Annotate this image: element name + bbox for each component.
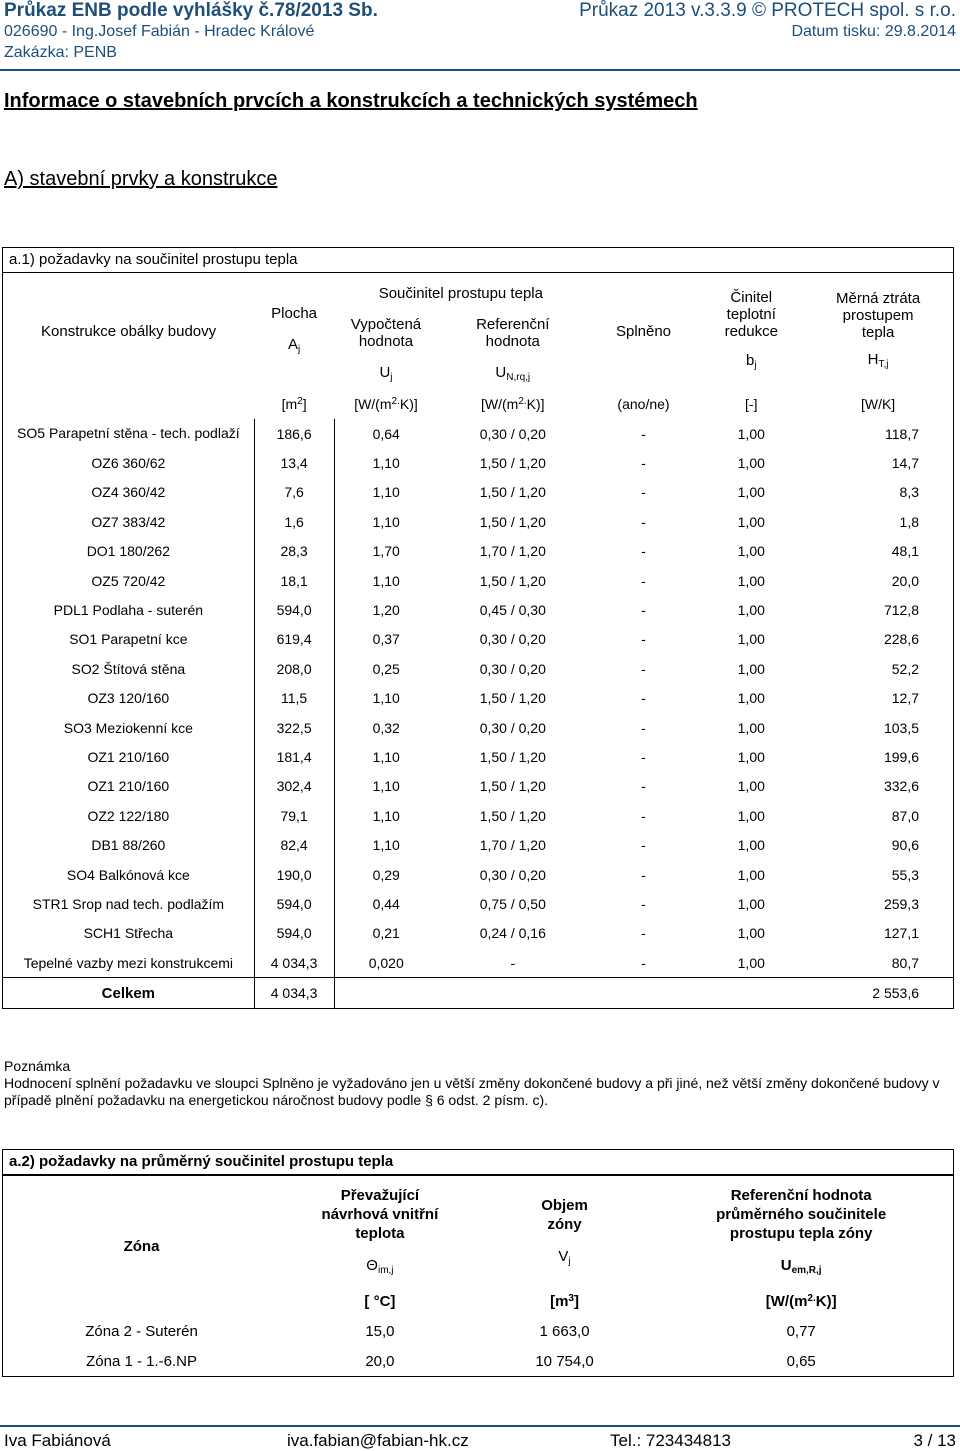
row-u: 1,10 xyxy=(372,748,400,765)
row-factor: 1,00 xyxy=(737,954,765,971)
row-loss: 48,1 xyxy=(891,543,919,560)
row-u: 0,21 xyxy=(372,925,400,942)
row-factor: 1,00 xyxy=(737,484,765,501)
row-factor: 1,00 xyxy=(737,631,765,648)
row-loss: 52,2 xyxy=(891,660,919,677)
row-fulfilled: - xyxy=(641,484,646,501)
row-factor: 1,00 xyxy=(737,572,765,589)
row-u-ref: 1,50 / 1,20 xyxy=(479,690,546,707)
row-area: 186,6 xyxy=(254,419,334,448)
row-u-ref: 1,50 / 1,20 xyxy=(479,455,546,472)
row-loss: 14,7 xyxy=(891,455,919,472)
row-u: 0,64 xyxy=(372,425,400,442)
print-date: Datum tisku: 29.8.2014 xyxy=(791,23,956,40)
row-u: 1,10 xyxy=(372,572,400,589)
row-area: 208,0 xyxy=(254,654,334,683)
footer-page: 3 / 13 xyxy=(913,1431,956,1450)
row-name: OZ1 210/160 xyxy=(3,742,255,771)
footer-email[interactable]: iva.fabian@fabian-hk.cz xyxy=(287,1431,469,1450)
row-name: OZ1 210/160 xyxy=(3,772,255,801)
row-area: 7,6 xyxy=(254,478,334,507)
row-name: SO1 Parapetní kce xyxy=(3,625,255,654)
table-row xyxy=(3,507,954,536)
unit-u-ref: $[W/(m^{2.}K)]$ xyxy=(481,396,545,412)
row-name: STR1 Srop nad tech. podlažím xyxy=(3,889,255,918)
row-u: 1,10 xyxy=(372,484,400,501)
row-loss: 228,6 xyxy=(883,631,919,648)
main-heading: Informace o stavebních prvcích a konstrukcích a technických systémech xyxy=(4,90,698,112)
page-header-right xyxy=(579,0,956,42)
row-loss: 90,6 xyxy=(891,837,919,854)
zone-temp: 20,0 xyxy=(365,1352,395,1370)
row-area: 28,3 xyxy=(254,537,334,566)
row-u: 1,10 xyxy=(372,837,400,854)
row-name: SO4 Balkónová kce xyxy=(3,860,255,889)
row-fulfilled: - xyxy=(641,778,646,795)
row-name: SCH1 Střecha xyxy=(3,919,255,948)
footer-name: Iva Fabiánová xyxy=(4,1431,111,1450)
section-a2-title: a.2) požadavky na průměrný součinitel prostupu tepla xyxy=(2,1149,954,1175)
zone-row xyxy=(3,1316,954,1346)
row-factor: 1,00 xyxy=(737,660,765,677)
zone-temp: 15,0 xyxy=(365,1322,395,1340)
col-uref: Referenční hodnota průměrného součinitele prostupu tepla zóny $U_{em,R,j}$ xyxy=(716,1187,887,1276)
table-row xyxy=(3,948,954,978)
row-u: 1,10 xyxy=(372,778,400,795)
row-factor: 1,00 xyxy=(737,866,765,883)
row-area: 594,0 xyxy=(254,889,334,918)
row-fulfilled: - xyxy=(641,455,646,472)
row-factor: 1,00 xyxy=(737,807,765,824)
row-u-ref: 1,70 / 1,20 xyxy=(479,543,546,560)
note-text: Hodnocení splnění požadavku ve sloupci Splněno je vyžadováno jen u větší změny dokončené budovy a při jiné, než větší změny dokončené budovy v případě plnění požadavku na energetickou náročnost budovy podle § 6 odst. 2 písm. c). xyxy=(4,1075,940,1108)
row-u-ref: 0,24 / 0,16 xyxy=(479,925,546,942)
table-row xyxy=(3,625,954,654)
col-u-ref: Referenční hodnota $U_{N,rq,j}$ xyxy=(476,316,550,383)
document-title: Průkaz ENB podle vyhlášky č.78/2013 Sb. xyxy=(4,0,378,21)
row-u-ref: - xyxy=(510,954,516,971)
unit-u-calc: $[W/(m^{2.}K)]$ xyxy=(354,396,418,412)
unit-factor: [-] xyxy=(745,396,758,412)
u-requirements-body xyxy=(3,419,954,978)
row-factor: 1,00 xyxy=(737,425,765,442)
unit-fulfilled: (ano/ne) xyxy=(617,396,670,412)
row-fulfilled: - xyxy=(641,660,646,677)
u-requirements-table xyxy=(2,272,954,1009)
section-heading: A) stavební prvky a konstrukce xyxy=(4,168,278,190)
table-row xyxy=(3,860,954,889)
row-factor: 1,00 xyxy=(737,925,765,942)
zone-requirements-table xyxy=(2,1175,954,1377)
unit-uref: $[W/(m^{2.}K)]$ xyxy=(765,1292,837,1310)
zone-volume: 1 663,0 xyxy=(539,1322,590,1340)
row-area: 1,6 xyxy=(254,507,334,536)
row-u: 1,10 xyxy=(372,455,400,472)
col-loss: Měrná ztráta prostupem tepla $H_{T,j}$ xyxy=(835,289,921,370)
col-area: Plocha $A_j$ xyxy=(271,304,318,355)
row-u: 0,44 xyxy=(372,895,400,912)
row-loss: 20,0 xyxy=(891,572,919,589)
row-name: PDL1 Podlaha - suterén xyxy=(3,595,255,624)
row-factor: 1,00 xyxy=(737,837,765,854)
table-row xyxy=(3,654,954,683)
col-zone: Zóna xyxy=(123,1237,160,1255)
row-factor: 1,00 xyxy=(737,602,765,619)
author-line: 026690 - Ing.Josef Fabián - Hradec Králové xyxy=(4,23,315,40)
row-u-ref: 1,50 / 1,20 xyxy=(479,778,546,795)
table-row xyxy=(3,595,954,624)
table-row xyxy=(3,684,954,713)
unit-loss: [W/K] xyxy=(860,396,896,412)
unit-area: $[m^2]$ xyxy=(281,396,307,412)
col-u-calc: Vypočtená hodnota $U_j$ xyxy=(350,316,422,383)
row-u: 0,29 xyxy=(372,866,400,883)
table-row xyxy=(3,478,954,507)
row-u-ref: 1,50 / 1,20 xyxy=(479,513,546,530)
row-loss: 1,8 xyxy=(899,513,919,530)
table-row xyxy=(3,889,954,918)
row-area: 302,4 xyxy=(254,772,334,801)
table-row xyxy=(3,830,954,859)
row-u-ref: 0,30 / 0,20 xyxy=(479,866,546,883)
row-u: 0,32 xyxy=(372,719,400,736)
row-area: 13,4 xyxy=(254,448,334,477)
table-row xyxy=(3,566,954,595)
header-divider xyxy=(0,69,960,71)
footer-divider xyxy=(0,1425,960,1427)
row-u-ref: 0,30 / 0,20 xyxy=(479,660,546,677)
table-row xyxy=(3,919,954,948)
table-row xyxy=(3,537,954,566)
row-area: 82,4 xyxy=(254,830,334,859)
total-label: Celkem xyxy=(3,978,255,1009)
total-area: 4 034,3 xyxy=(254,978,334,1009)
col-factor: Činitel teplotní redukce $b_j$ xyxy=(724,288,778,371)
col-construction: Konstrukce obálky budovy xyxy=(41,322,217,340)
row-area: 18,1 xyxy=(254,566,334,595)
row-loss: 118,7 xyxy=(885,425,919,442)
row-loss: 332,6 xyxy=(883,778,919,795)
row-name: OZ3 120/160 xyxy=(3,684,255,713)
row-u-ref: 1,50 / 1,20 xyxy=(479,748,546,765)
row-name: DO1 180/262 xyxy=(3,537,255,566)
row-loss: 87,0 xyxy=(891,807,919,824)
order-line: Zakázka: PENB xyxy=(4,44,117,61)
col-volume: Objem zóny $V_j$ xyxy=(541,1196,588,1267)
page-header-left xyxy=(4,0,378,63)
total-loss: 2 553,6 xyxy=(803,978,953,1009)
total-row xyxy=(3,978,954,1009)
row-area: 619,4 xyxy=(254,625,334,654)
row-u: 1,10 xyxy=(372,690,400,707)
row-u: 0,020 xyxy=(368,954,404,971)
row-fulfilled: - xyxy=(641,895,646,912)
note-block xyxy=(4,1058,944,1109)
row-area: 594,0 xyxy=(254,595,334,624)
table-row xyxy=(3,713,954,742)
row-factor: 1,00 xyxy=(737,719,765,736)
row-name: OZ5 720/42 xyxy=(3,566,255,595)
table-row xyxy=(3,801,954,830)
row-loss: 12,7 xyxy=(891,690,919,707)
col-u-group: Součinitel prostupu tepla xyxy=(378,284,543,302)
row-fulfilled: - xyxy=(641,513,646,530)
row-loss: 8,3 xyxy=(899,484,919,501)
row-factor: 1,00 xyxy=(737,455,765,472)
row-name: Tepelné vazby mezi konstrukcemi xyxy=(3,948,255,978)
row-area: 181,4 xyxy=(254,742,334,771)
row-fulfilled: - xyxy=(641,925,646,942)
row-fulfilled: - xyxy=(641,543,646,560)
row-u-ref: 1,50 / 1,20 xyxy=(479,484,546,501)
row-factor: 1,00 xyxy=(737,895,765,912)
row-u: 0,37 xyxy=(372,631,400,648)
table-row xyxy=(3,448,954,477)
row-u-ref: 0,30 / 0,20 xyxy=(479,631,546,648)
note-title: Poznámka xyxy=(4,1058,71,1074)
row-loss: 55,3 xyxy=(891,866,919,883)
row-u: 1,70 xyxy=(372,543,400,560)
row-u-ref: 1,50 / 1,20 xyxy=(479,572,546,589)
zone-name: Zóna 1 - 1.-6.NP xyxy=(86,1352,197,1370)
row-fulfilled: - xyxy=(641,748,646,765)
row-factor: 1,00 xyxy=(737,513,765,530)
row-name: OZ7 383/42 xyxy=(3,507,255,536)
row-name: OZ4 360/42 xyxy=(3,478,255,507)
row-u-ref: 0,30 / 0,20 xyxy=(479,719,546,736)
row-fulfilled: - xyxy=(641,631,646,648)
col-fulfilled: Splněno xyxy=(615,322,672,340)
row-u: 0,25 xyxy=(372,660,400,677)
row-loss: 199,6 xyxy=(883,748,919,765)
table-row xyxy=(3,742,954,771)
zone-row xyxy=(3,1346,954,1377)
section-a1-title: a.1) požadavky na součinitel prostupu tepla xyxy=(2,247,954,273)
footer-phone: Tel.: 723434813 xyxy=(610,1431,731,1450)
row-fulfilled: - xyxy=(641,807,646,824)
row-loss: 712,8 xyxy=(883,602,919,619)
row-name: OZ2 122/180 xyxy=(3,801,255,830)
row-u-ref: 1,70 / 1,20 xyxy=(479,837,546,854)
row-area: 4 034,3 xyxy=(254,948,334,978)
row-name: SO5 Parapetní stěna - tech. podlaží xyxy=(3,419,255,448)
row-factor: 1,00 xyxy=(737,543,765,560)
row-factor: 1,00 xyxy=(737,690,765,707)
row-u-ref: 1,50 / 1,20 xyxy=(479,807,546,824)
row-fulfilled: - xyxy=(641,572,646,589)
row-name: DB1 88/260 xyxy=(3,830,255,859)
zone-name: Zóna 2 - Suterén xyxy=(85,1322,198,1340)
table-row xyxy=(3,772,954,801)
table-row xyxy=(3,419,954,448)
row-area: 79,1 xyxy=(254,801,334,830)
row-area: 322,5 xyxy=(254,713,334,742)
row-area: 594,0 xyxy=(254,919,334,948)
row-fulfilled: - xyxy=(641,719,646,736)
row-factor: 1,00 xyxy=(737,748,765,765)
row-u-ref: 0,45 / 0,30 xyxy=(479,602,546,619)
row-name: OZ6 360/62 xyxy=(3,448,255,477)
row-loss: 127,1 xyxy=(883,925,919,942)
unit-temp: [ °C] xyxy=(364,1292,396,1310)
row-name: SO2 Štítová stěna xyxy=(3,654,255,683)
row-u: 1,10 xyxy=(372,807,400,824)
row-loss: 259,3 xyxy=(883,895,919,912)
software-line: Průkaz 2013 v.3.3.9 © PROTECH spol. s r.o. xyxy=(579,0,956,21)
row-u: 1,10 xyxy=(372,513,400,530)
row-u: 1,20 xyxy=(372,602,400,619)
row-factor: 1,00 xyxy=(737,778,765,795)
row-loss: 103,5 xyxy=(883,719,919,736)
row-fulfilled: - xyxy=(641,837,646,854)
zone-volume: 10 754,0 xyxy=(535,1352,594,1370)
row-area: 190,0 xyxy=(254,860,334,889)
zone-uref: 0,65 xyxy=(786,1352,816,1370)
row-name: SO3 Meziokenní kce xyxy=(3,713,255,742)
row-fulfilled: - xyxy=(641,602,646,619)
row-fulfilled: - xyxy=(641,425,646,442)
col-temp: Převažující návrhová vnitřní teplota $\Theta_{im,j}$ xyxy=(321,1187,439,1276)
unit-volume: $[m^3]$ xyxy=(550,1292,579,1310)
row-u-ref: 0,75 / 0,50 xyxy=(479,895,546,912)
row-area: 11,5 xyxy=(254,684,334,713)
row-u-ref: 0,30 / 0,20 xyxy=(479,425,546,442)
zone-uref: 0,77 xyxy=(786,1322,816,1340)
row-fulfilled: - xyxy=(641,954,646,971)
row-fulfilled: - xyxy=(641,690,646,707)
units-row xyxy=(3,389,954,419)
row-loss: 80,7 xyxy=(891,954,919,971)
row-fulfilled: - xyxy=(641,866,646,883)
